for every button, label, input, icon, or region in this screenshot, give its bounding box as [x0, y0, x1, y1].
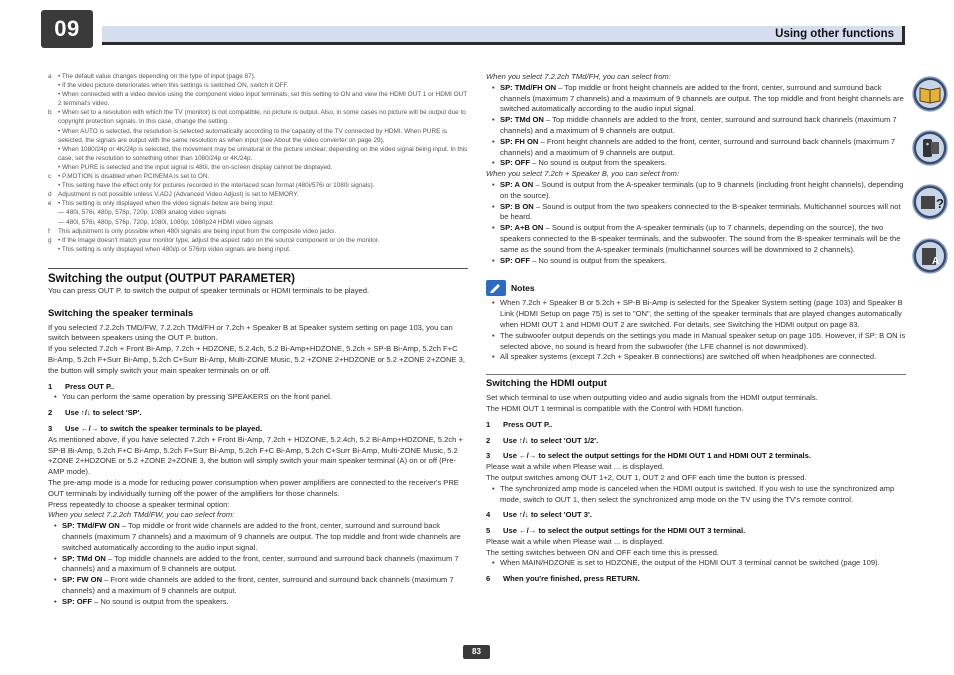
footnote-text: Adjustment is not possible unless V.ADJ (Advanced Video Adjust) is set to MEMORY. [58, 191, 299, 199]
fh-option [486, 115, 906, 137]
notes-icon [486, 280, 506, 296]
hdmi-step-4-text: Use ↑/↓ to select 'OUT 3'. [503, 510, 592, 520]
hdmi-para-2: The HDMI OUT 1 terminal is compatible with the Control with HDMI function. [486, 403, 744, 413]
speaker-para-2: If you selected 7.2ch + Front Bi-Amp, 7.2ch + HDZONE, 5.2.4ch, 5.2 Bi-Amp+HDZONE, 5.2ch + SP-B Bi-Amp, 5.2ch F+C Bi-Amp, 5.2ch F+Surr Bi-Amp, 5.2ch C+Surr Bi-Amp, Multi-ZONE Music, 5.2 +ZONE 2+HDZONE or 5.2 +ZONE 2+ZONE 3, the button will simply switch your main speaker terminals on or off. [48, 344, 465, 375]
footnote-text: This adjustment is only possible when 480i signals are being input from the composite video jacks. [58, 227, 337, 235]
troubleshooting-icon[interactable] [912, 184, 948, 220]
footnote-text: • This setting is only displayed when 480i/p or 576i/p video signals are being input. [58, 245, 291, 253]
footnote-letter [48, 218, 58, 227]
step-1-text: Press OUT P.. [65, 381, 115, 391]
hdmi-step-3-para-1: Please wait a while when Please wait ... is displayed. [486, 462, 665, 472]
page-number: 83 [463, 645, 490, 659]
fh-intro: When you select 7.2.2ch TMd/FH, you can select from: [486, 72, 671, 81]
remote-control-icon[interactable] [912, 130, 948, 166]
index-icon[interactable] [912, 238, 948, 274]
footnote-letter: f [48, 227, 50, 235]
footnote-letter: g [48, 236, 52, 244]
footnote-text: • The default value changes depending on the type of input (page 87). [58, 73, 256, 80]
header-bar [102, 26, 905, 45]
footnote-line [48, 227, 468, 236]
b-option-label: SP: B ON [500, 201, 534, 211]
hdmi-step-3-para-2: The output switches among OUT 1+2, OUT 1, OUT 2 and OFF each time the button is pressed. [486, 472, 807, 482]
footnote-text: • When AUTO is selected, the resolution is selected automatically according to the capacity of the TV connected by HDMI. When PURE is selected, the signals are output with the same resolution as when input (see About the video converter on page 29). [58, 127, 447, 144]
hdmi-step-2-text: Use ↑/↓ to select 'OUT 1/2'. [503, 435, 599, 445]
fw-option-text: – Top middle or front wide channels are added to the front, center, surround and surround back channels (maximum 7 channels) and a maximum of 9 channels are output. The top middle and front wide channels are switched automatically according to the audio input signal. [62, 521, 461, 552]
left-column [48, 72, 468, 608]
footnote-text: • When PURE is selected and the input signal is 480i, the on-screen display cannot be displayed. [58, 163, 333, 171]
b-option-label: SP: OFF [500, 255, 530, 265]
notes-title: Notes [511, 282, 535, 293]
b-options [486, 180, 906, 266]
footnote-letter [48, 208, 58, 217]
hdmi-step-3: 3 Use ←/→ to select the output settings for the HDMI OUT 1 and HDMI OUT 2 terminals. [486, 451, 811, 461]
step-1-note: • You can perform the same operation by pressing SPEAKERS on the front panel. [48, 392, 468, 403]
header-title: Using other functions [775, 28, 894, 40]
note-item: • All speaker systems (except 7.2ch + Speaker B connections) are switched off when headphones are connected. [486, 352, 906, 363]
hdmi-step-5: 5 Use ←/→ to select the output settings for the HDMI OUT 3 terminal. [486, 526, 746, 536]
b-option [486, 256, 906, 267]
step-2-text: Use ↑/↓ to select 'SP'. [65, 408, 142, 418]
footnote-line [48, 172, 468, 181]
footnote-line [48, 208, 468, 217]
note-item: • When 7.2ch + Speaker B or 5.2ch + SP-B Bi-Amp is selected for the Speaker System setting (page 103) and Speaker B Link (HDMI Setup on page 75) is set to "ON", the setting of the speaker terminals that are played changes automatically when HDMI OUT 1 and HDMI OUT 2 are switched. For details, see Switching the HDMI output on page 83. [486, 298, 906, 330]
fw-option-text: – No sound is output from the speakers. [91, 596, 229, 606]
footnote-line [48, 163, 468, 172]
b-option-text: – Sound is output from the two speakers connected to the B-speaker terminals. Multichannel sources will not be heard. [500, 201, 901, 222]
step-3: 3 Use ←/→ to switch the speaker terminals to be played. [48, 424, 263, 434]
hdmi-step-1-text: Press OUT P.. [503, 419, 553, 429]
hdmi-step-5-text: Use ←/→ to select the output settings for the HDMI OUT 3 terminal. [503, 526, 746, 536]
b-option [486, 202, 906, 224]
fw-option-text: – Front wide channels are added to the front, center, surround and surround back channels (maximum 7 channels) and a maximum of 9 channels are output. [62, 575, 454, 595]
b-intro: When you select 7.2ch + Speaker B, you can select from: [486, 169, 680, 179]
notes-list [486, 298, 906, 363]
step-3-text: Use ←/→ to switch the speaker terminals to be played. [65, 424, 263, 434]
footnote-text: • When 1080/24p or 4K/24p is selected, the movement may be unnatural or the picture unclear, depending on the video signal being input. In this case, set the resolution to something other than 1080/24p or 4K/24p. [58, 145, 468, 162]
chapter-number-box [41, 10, 93, 48]
fw-option-label: SP: TMd ON [62, 553, 106, 563]
footnote-text: • This setting have the effect only for pictures recorded in the interlaced scan format (480i/576i or 1080i signals). [58, 182, 375, 190]
fh-option-label: SP: TMd/FH ON [500, 82, 557, 92]
footnote-line [48, 218, 468, 227]
footnote-text: — 480i, 576i, 480p, 576p, 720p, 1080i, 1080p, 1080p24 HDMI video signals [58, 218, 273, 226]
footnotes [48, 72, 468, 254]
b-option [486, 180, 906, 202]
chapter-number: 09 [54, 16, 80, 41]
hdmi-step-4: 4 Use ↑/↓ to select 'OUT 3'. [486, 510, 592, 520]
hdmi-step-5-note: • When MAIN/HDZONE is set to HDZONE, the output of the HDMI OUT 3 terminal cannot be switched (page 109). [486, 558, 906, 569]
hdmi-step-5-para-1: Please wait a while when Please wait ... is displayed. [486, 536, 665, 546]
fw-option [48, 597, 468, 608]
footnote-line [48, 90, 468, 108]
hdmi-step-2: 2 Use ↑/↓ to select 'OUT 1/2'. [486, 435, 599, 445]
step-3-para-2: The pre-amp mode is a mode for reducing power consumption when power amplifiers are connected to the receiver's PRE OUT terminals by individually turning off the power of the amplifiers for those channels. [48, 478, 459, 498]
fw-option [48, 575, 468, 597]
footnote-letter [48, 181, 58, 190]
footnote-line [48, 199, 468, 208]
hdmi-step-3-note: • The synchronized amp mode is canceled when the HDMI output is switched. If you wish to use the synchronized amp mode, switch to OUT 1, then select the synchronized amp mode on the TV using the TV's remote control. [486, 484, 906, 506]
speaker-para-1: If you selected 7.2.2ch TMD/FW, 7.2.2ch TMd/FH or 7.2ch + Speaker B at Speaker system setting on page 103, you can switch between speakers using the OUT P. button. [48, 322, 453, 343]
footnote-letter [48, 90, 58, 108]
b-option-text: – Sound is output from the A-speaker terminals (up to 9 channels (including front height channels), depending on the source). [500, 179, 904, 200]
footnote-letter [48, 127, 58, 145]
svg-text:A: A [932, 256, 940, 267]
fh-option-label: SP: OFF [500, 158, 530, 168]
b-option [486, 223, 906, 255]
step-1: 1 Press OUT P.. [48, 381, 115, 391]
step-2: 2 Use ↑/↓ to select 'SP'. [48, 408, 142, 418]
fw-option [48, 521, 468, 553]
hdmi-step-1: 1 Press OUT P.. [486, 419, 553, 429]
footnote-letter: c [48, 173, 52, 181]
footnote-line [48, 190, 468, 199]
fh-option [486, 137, 906, 159]
footnote-letter: a [48, 73, 52, 80]
fh-option-text: – Top middle channels are added to the front, center, surround and surround back channels (maximum 7 channels) and a maximum of 9 channels are output. [500, 115, 897, 135]
fh-option-text: – Top middle or front height channels are added to the front, center, surround and surround back channels (maximum 7 channels) and a maximum of 9 channels are output. The top middle and front height channels are switched automatically according to the audio input signal. [500, 82, 904, 114]
hdmi-step-5-para-2: The setting switches between ON and OFF each time this is pressed. [486, 547, 719, 557]
footnote-letter [48, 163, 58, 172]
fh-option [486, 158, 906, 169]
speaker-heading: Switching the speaker terminals [48, 307, 194, 319]
hdmi-step-6-text: When you're finished, press RETURN. [503, 574, 640, 584]
footnote-line [48, 108, 468, 126]
fw-options [48, 521, 468, 607]
footnote-text: • When set to a resolution with which the TV (monitor) is not compatible, no picture is output. Also, in some cases no picture will be output due to copyright protection signals. In this case, change the setting. [58, 109, 466, 126]
footnote-text: • This setting is only displayed when the video signals below are being input: [58, 200, 274, 208]
footnote-line [48, 81, 468, 90]
book-icon[interactable] [912, 76, 948, 112]
section-intro: You can press OUT P. to switch the output of speaker terminals or HDMI terminals to be played. [48, 285, 370, 295]
fw-intro: When you select 7.2.2ch TMd/FW, you can select from: [48, 510, 235, 520]
footnote-text: • When connected with a video device using the component video input terminals, set this setting to ON and view the HDMI OUT 1 or HDMI OUT 2 terminal's video. [58, 91, 468, 108]
footnote-letter: e [48, 200, 52, 208]
footnote-line [48, 245, 468, 254]
fw-option [48, 554, 468, 576]
b-option-text: – Sound is output from the A-speaker terminals (up to 7 channels, depending on the source), the two speakers connected to the B-speaker terminals, and the subwoofer. The sound from the B-speaker terminals will be the same as the sound from the A-speaker terminals (multichannel sources will be downmixed to 2 channels). [500, 223, 901, 254]
footnote-letter: d [48, 191, 52, 199]
section-title: Switching the output (OUTPUT PARAMETER) [48, 268, 468, 286]
b-option-text: – No sound is output from the speakers. [529, 255, 667, 265]
footnote-line [48, 72, 468, 81]
step-3-para-3: Press repeatedly to choose a speaker terminal option: [48, 499, 230, 509]
footnote-text: • If the video picture deteriorates when this settings is switched ON, switch it OFF. [58, 82, 289, 90]
notes-header [486, 280, 906, 296]
footnote-letter [48, 81, 58, 90]
footnote-line [48, 236, 468, 245]
footnote-text: — 480i, 576i, 480p, 576p, 720p, 1080i analog video signals [58, 209, 227, 217]
footnote-line [48, 145, 468, 163]
svg-text:?: ? [936, 196, 944, 211]
fh-option-label: SP: FH ON [500, 136, 539, 146]
step-3-para-1: As mentioned above, if you have selected 7.2ch + Front Bi-Amp, 7.2ch + HDZONE, 5.2.4ch, 5.2 Bi-Amp+HDZONE, 5.2ch + SP-B Bi-Amp, 5.2ch F+C Bi-Amp, 5.2ch F+Surr Bi-Amp, 5.2ch F+C Bi-Amp, 5.2ch C+Surr Bi-Amp, Multi-ZONE Music, 5.2 +ZONE 2+HDZONE or 5.2 +ZONE 2+ZONE 3, the button will simply switch your main speaker terminal (A) on or off (Pre-AMP mode). [48, 434, 463, 477]
side-nav [912, 76, 948, 292]
footnote-letter [48, 145, 58, 163]
fw-option-label: SP: TMd/FW ON [62, 521, 120, 531]
fw-option-label: SP: OFF [62, 596, 92, 606]
footnote-line [48, 181, 468, 190]
fh-option-label: SP: TMd ON [500, 115, 544, 125]
fh-option-text: – No sound is output from the speakers. [529, 158, 667, 168]
hdmi-step-6: 6 When you're finished, press RETURN. [486, 574, 640, 584]
fh-option [486, 83, 906, 115]
footnote-text: • P.MOTION is disabled when PCINEMA is set to ON. [58, 173, 210, 181]
hdmi-step-3-text: Use ←/→ to select the output settings for the HDMI OUT 1 and HDMI OUT 2 terminals. [503, 451, 811, 461]
fw-option-text: – Top middle channels are added to the front, center, surround and surround back channels (maximum 7 channels) and a maximum of 9 channels are output. [62, 553, 459, 574]
footnote-letter: b [48, 109, 52, 117]
b-option-label: SP: A+B ON [500, 223, 544, 233]
note-item: • The subwoofer output depends on the settings you made in Manual speaker setup on page 105. However, if SP: B ON is selected above, no sound is heard from the subwoofer (the LFE channel is not downmixed). [486, 331, 906, 353]
footnote-letter [48, 245, 58, 254]
footnote-text: • If the image doesn't match your monitor type, adjust the aspect ratio on the source component or on the monitor. [58, 236, 380, 244]
right-column [486, 72, 906, 585]
hdmi-heading: Switching the HDMI output [486, 374, 906, 390]
b-option-label: SP: A ON [500, 179, 534, 189]
footnote-line [48, 127, 468, 145]
fh-options [486, 83, 906, 169]
fw-option-label: SP: FW ON [62, 575, 103, 585]
fh-option-text: – Front height channels are added to the front, center, surround and surround back channels (maximum 7 channels) and a maximum of 9 channels are output. [500, 136, 896, 157]
hdmi-para-1: Set which terminal to use when outputting video and audio signals from the HDMI output terminals. [486, 393, 818, 403]
